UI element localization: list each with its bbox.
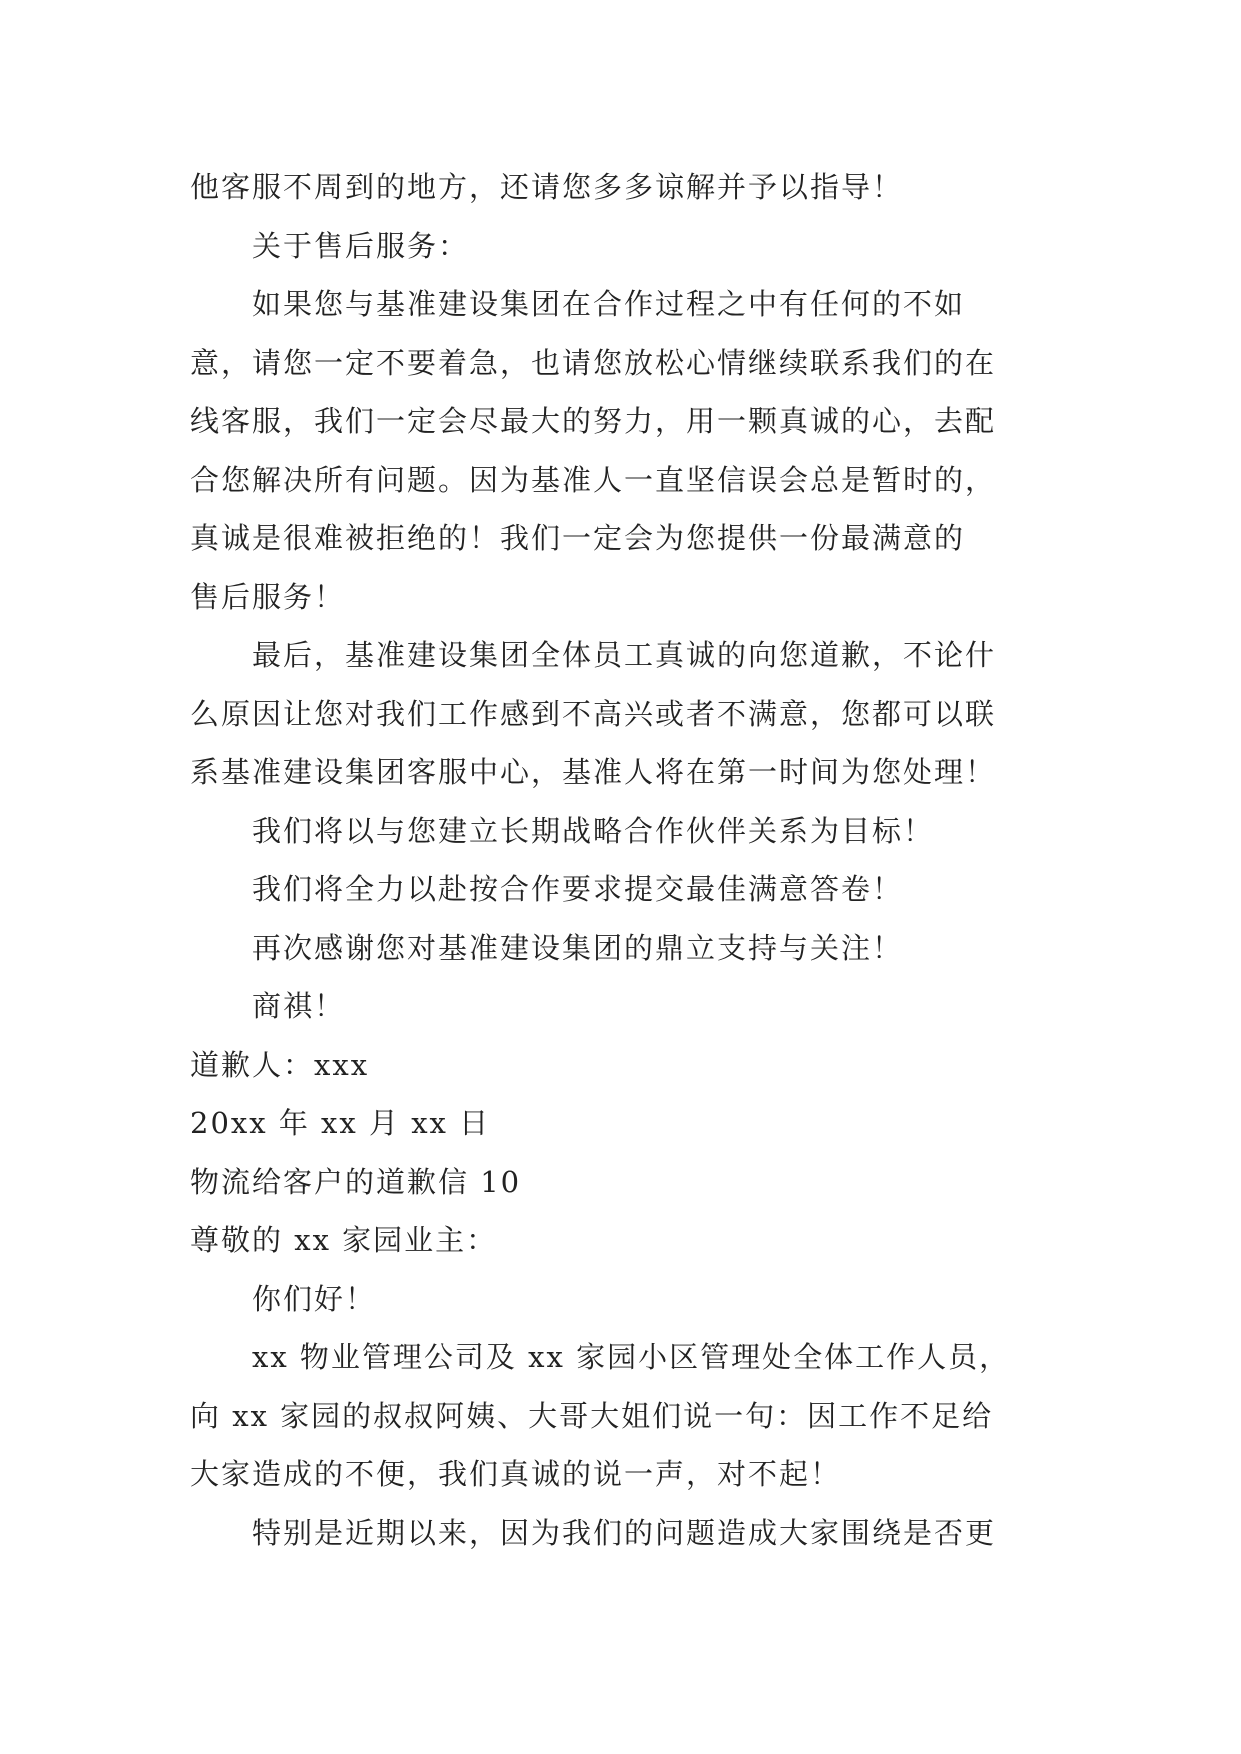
text-line: 最后，基准建设集团全体员工真诚的向您道歉，不论什 [252, 638, 997, 672]
text-line: 20xx 年 xx 月 xx 日 [190, 1106, 491, 1140]
text-line: 尊敬的 xx 家园业主： [190, 1223, 498, 1257]
paragraph-p12 [190, 1270, 1070, 1329]
text-line: 合您解决所有问题。因为基准人一直坚信误会总是暂时的， [190, 462, 997, 497]
paragraph-p9 [190, 1094, 1070, 1153]
text-line: 我们将以与您建立长期战略合作伙伴关系为目标！ [252, 813, 935, 848]
text-line: 如果您与基准建设集团在合作过程之中有任何的不如 [252, 287, 966, 321]
text-line: 真诚是很难被拒绝的！我们一定会为您提供一份最满意的 [190, 521, 966, 555]
text-line: 大家造成的不便，我们真诚的说一声，对不起！ [190, 1457, 842, 1491]
paragraph-p14 [190, 1504, 1070, 1563]
document-body [190, 158, 1070, 1562]
paragraph-p8 [190, 1036, 1070, 1095]
text-line: 系基准建设集团客服中心，基准人将在第一时间为您处理！ [190, 755, 997, 789]
paragraph-p13 [190, 1328, 1070, 1504]
text-line: 我们将全力以赴按合作要求提交最佳满意答卷！ [252, 872, 904, 906]
text-line: 售后服务！ [190, 579, 346, 614]
text-line: 意，请您一定不要着急，也请您放松心情继续联系我们的在 [190, 345, 997, 380]
text-line: 商祺！ [252, 989, 346, 1023]
text-line: 物流给客户的道歉信 10 [190, 1164, 522, 1199]
text-line: 道歉人：xxx [190, 1047, 370, 1082]
paragraph-p0 [190, 158, 1070, 217]
paragraph-p11 [190, 1211, 1070, 1270]
text-line: 他客服不周到的地方，还请您多多谅解并予以指导！ [190, 170, 904, 204]
text-line: 向 xx 家园的叔叔阿姨、大哥大姐们说一句：因工作不足给 [190, 1398, 994, 1433]
paragraph-p4 [190, 802, 1070, 861]
paragraph-p5 [190, 860, 1070, 919]
paragraph-p2 [190, 275, 1070, 626]
text-line: 你们好！ [252, 1281, 377, 1316]
text-line: 特别是近期以来，因为我们的问题造成大家围绕是否更 [252, 1515, 997, 1550]
paragraph-p7 [190, 977, 1070, 1036]
paragraph-p10 [190, 1153, 1070, 1212]
text-line: 关于售后服务： [252, 228, 470, 263]
text-line: 么原因让您对我们工作感到不高兴或者不满意，您都可以联 [190, 696, 997, 731]
text-line: xx 物业管理公司及 xx 家园小区管理处全体工作人员， [252, 1340, 1011, 1374]
text-line: 再次感谢您对基准建设集团的鼎立支持与关注！ [252, 930, 904, 965]
text-line: 线客服，我们一定会尽最大的努力，用一颗真诚的心，去配 [190, 404, 997, 438]
paragraph-p1 [190, 217, 1070, 276]
paragraph-p6 [190, 919, 1070, 978]
paragraph-p3 [190, 626, 1070, 802]
